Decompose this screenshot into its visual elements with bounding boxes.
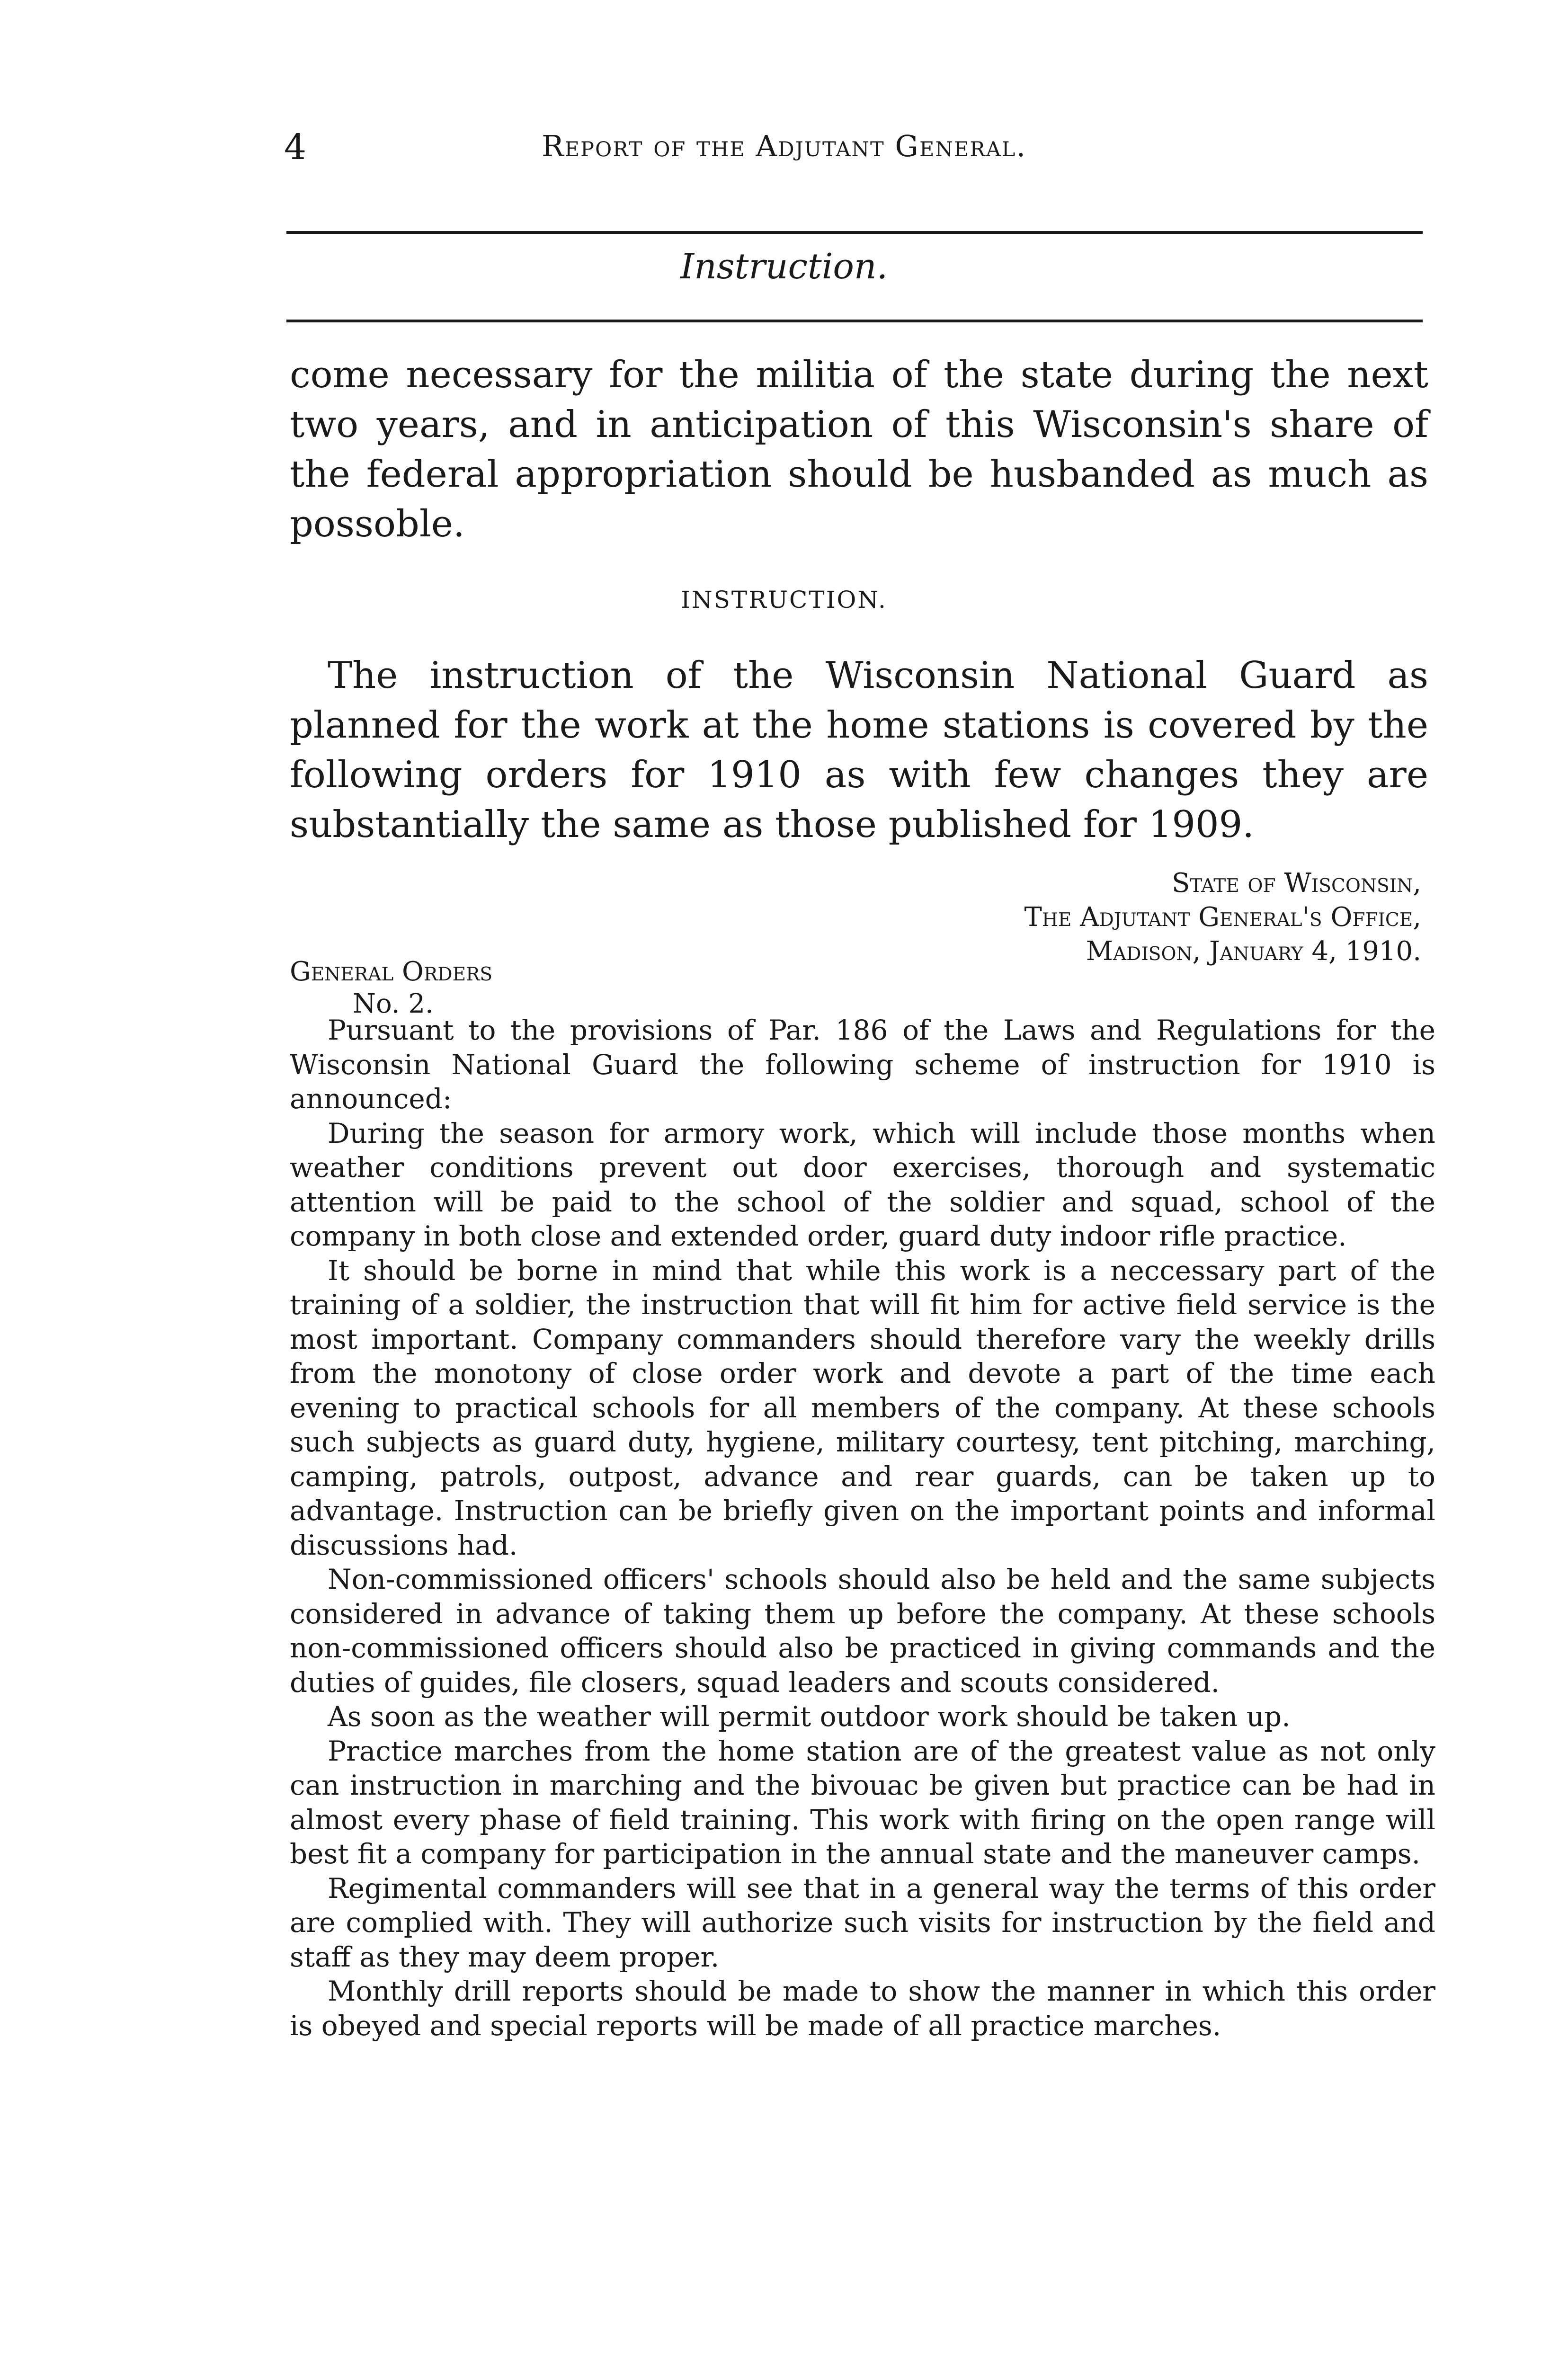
continuation-paragraph: come necessary for the militia of the state during the next two years, and in anticipation of this Wisconsin's share of the federal appropriation should be husbanded as much as possoble. <box>290 354 1428 545</box>
top-rule <box>286 231 1423 234</box>
order-paragraph: During the season for armory work, which will include those months when weather conditions prevent out door exercises, thorough and systematic attention will be paid to the school of the soldier and squad, school of the company in both close and extended order, guard duty indoor rifle practice. <box>290 1117 1435 1252</box>
order-number: No. 2. <box>353 988 434 1019</box>
order-paragraph: It should be borne in mind that while this work is a neccessary part of the training of a soldier, the instruction that will fit him for active field service is the most important. Company commanders should therefore vary the weekly drills from the monotony of close order work and devote a part of the time each evening to practical schools for all members of the company. At these schools such subjects as guard duty, hygiene, military courtesy, tent pitching, marching, camping, patrols, outpost, advance and rear guards, can be taken up to advantage. Instruction can be briefly given on the important points and informal discussions had. <box>290 1254 1435 1561</box>
order-paragraph: Practice marches from the home station are of the greatest value as not only can instruction in marching and the bivouac be given but practice can be had in almost every phase of field training. This work with firing on the open range will best fit a company for participation in the annual state and the maneuver camps. <box>290 1735 1435 1870</box>
order-paragraph: Monthly drill reports should be made to show the manner in which this order is obeyed and special reports will be made of all practice marches. <box>290 1975 1435 2042</box>
office-place-date: Madison, January 4, 1910. <box>1086 936 1421 967</box>
order-paragraph: Pursuant to the provisions of Par. 186 of the Laws and Regulations for the Wisconsin National Guard the following scheme of instruction for 1910 is announced: <box>290 1014 1435 1115</box>
order-paragraph: Non-commissioned officers' schools should also be held and the same subjects considered in advance of taking them up before the company. At these schools non-commissioned officers should also be practiced in giving commands and the duties of guides, file closers, squad leaders and scouts considered. <box>290 1563 1435 1699</box>
instruction-heading: INSTRUCTION. <box>681 586 887 614</box>
orders-body <box>290 1013 1435 2043</box>
page-number: 4 <box>284 127 307 168</box>
bottom-rule <box>286 320 1423 322</box>
order-paragraph: Regimental commanders will see that in a general way the terms of this order are complied with. They will authorize such visits for instruction by the field and staff as they may deem proper. <box>290 1872 1435 1973</box>
general-orders-label: General Orders <box>290 956 493 987</box>
office-name: The Adjutant General's Office, <box>1024 902 1421 933</box>
office-state: State of Wisconsin, <box>1171 868 1421 899</box>
order-paragraph: As soon as the weather will permit outdoor work should be taken up. <box>328 1700 1291 1733</box>
intro-paragraph: The instruction of the Wisconsin National Guard as planned for the work at the home stations is covered by the following orders for 1910 as with few changes they are substantially the same as those published for 1909. <box>290 654 1428 846</box>
section-title: Instruction. <box>680 246 888 287</box>
office-address-block <box>806 866 1421 969</box>
running-title: Report of the Adjutant General. <box>541 129 1027 163</box>
